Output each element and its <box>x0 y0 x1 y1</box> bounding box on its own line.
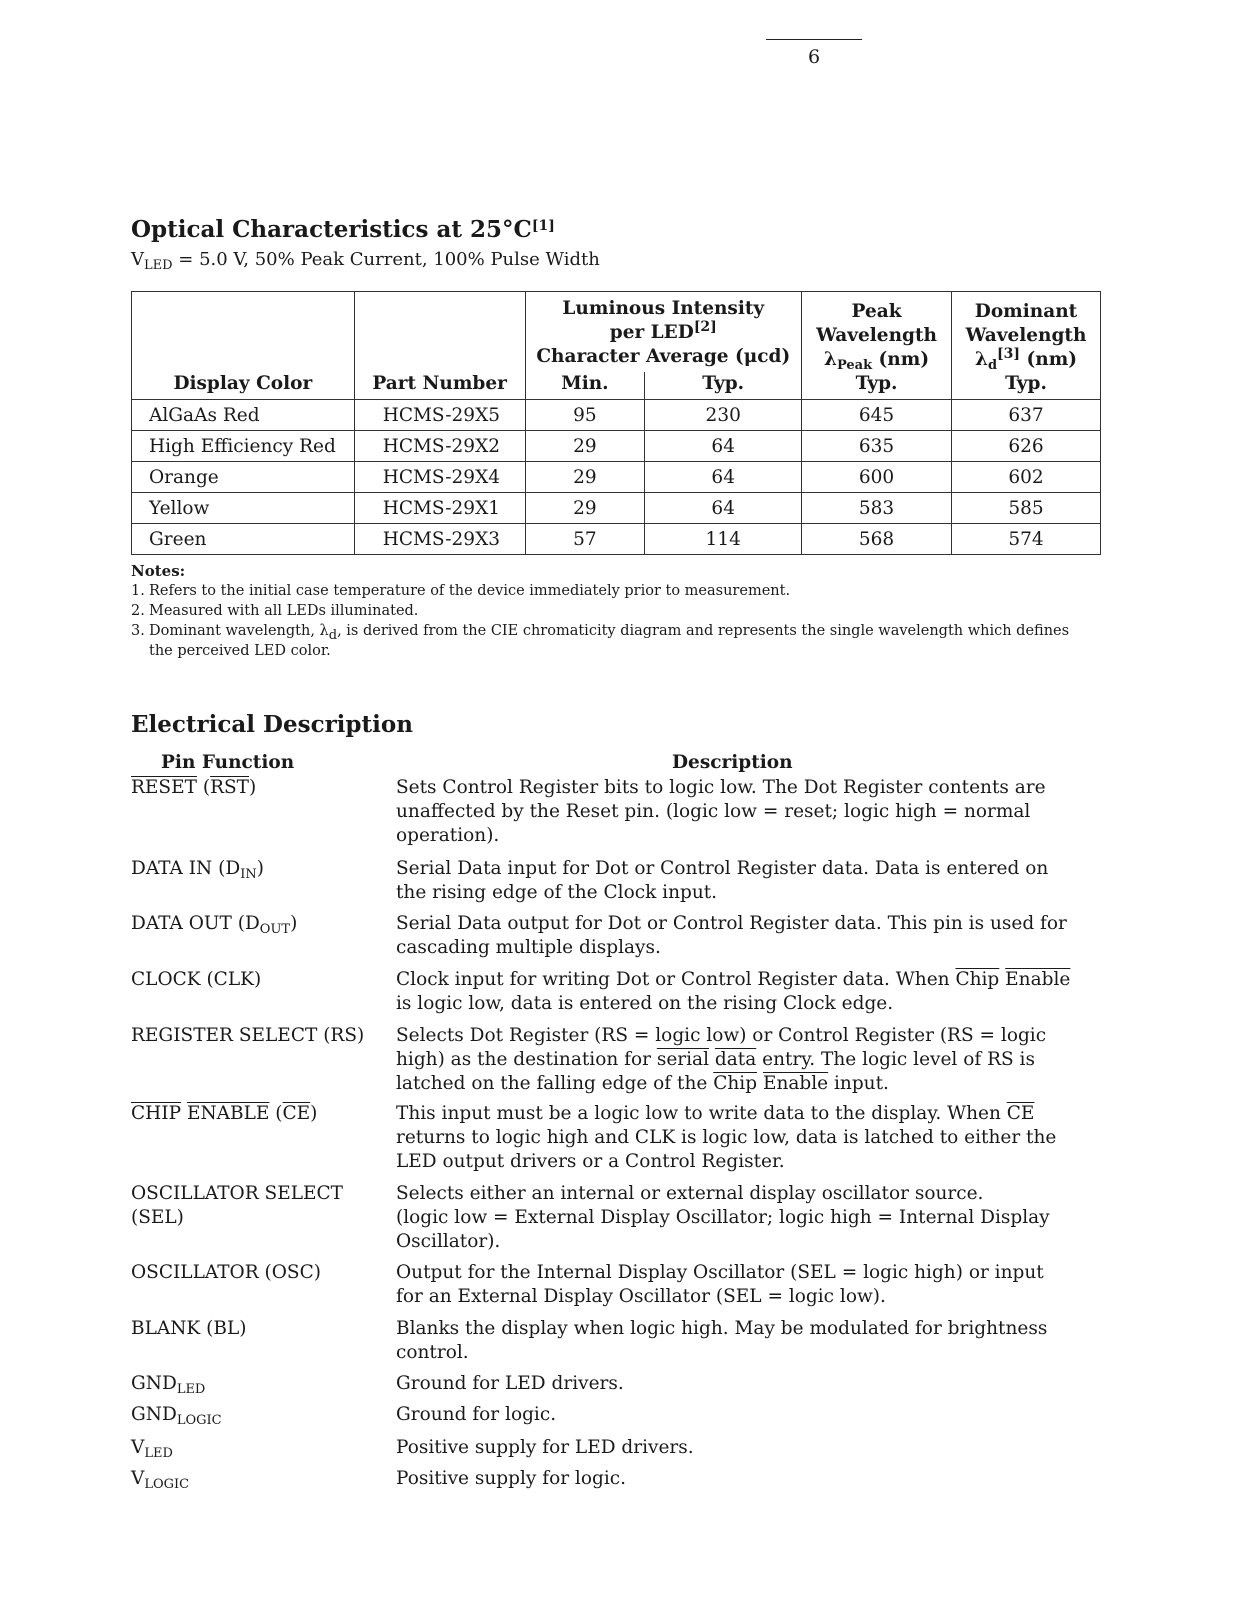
pin-name: $GND_{LOGIC}$ <box>131 1404 222 1428</box>
pin-function-header: Pin Function <box>161 752 295 773</box>
note-3: 3. Dominant wavelength, $\lambda_d$, is derived from the CIE chromaticity diagram and represents the single wavelength which defines the perceived LED color. <box>131 623 1070 659</box>
table-row: AlGaAs Red HCMS-29X5 95 230 645 637 <box>132 400 1101 431</box>
header-display-color: Display Color <box>132 292 355 400</box>
pin-description: Positive supply for LED drivers. <box>396 1437 694 1458</box>
pin-description: Selects Dot Register (RS = logic low) or Control Register (RS = logic high) as the destination for serial data entry. The logic level of RS is latched on the falling edge of the Chip Enable input. <box>396 1025 1047 1094</box>
note-2: 2. Measured with all LEDs illuminated. <box>131 603 419 619</box>
pin-name: REGISTER SELECT (RS) <box>131 1025 365 1046</box>
table-row: Green HCMS-29X3 57 114 568 574 <box>132 524 1101 555</box>
header-dominant-wavelength: Dominant Wavelength $\lambda_d[3]$ (nm) Typ. <box>952 292 1101 400</box>
title-note-ref: [1] <box>531 218 555 234</box>
pin-description: Output for the Internal Display Oscillator (SEL = logic high) or input for an External Display Oscillator (SEL = logic low). <box>396 1262 1044 1307</box>
table-row: Orange HCMS-29X4 29 64 600 602 <box>132 462 1101 493</box>
pin-description: Blanks the display when logic high. May be modulated for brightness control. <box>396 1318 1048 1363</box>
pin-description: Sets Control Register bits to logic low. The Dot Register contents are unaffected by the Reset pin. (logic low = reset; logic high = normal operation). <box>396 777 1046 846</box>
header-luminous-intensity: Luminous Intensity per LED[2] Character Average (μcd) <box>525 292 802 373</box>
pin-description: Ground for logic. <box>396 1404 557 1425</box>
pin-description: This input must be a logic low to write data to the display. When $\overline{CE}$ returns to logic high and CLK is logic low, data is latched to either the LED output drivers or a Control Register. <box>396 1103 1057 1172</box>
pin-name: $V_{LOGIC}$ <box>131 1468 190 1492</box>
electrical-section-title: Electrical Description <box>131 711 413 738</box>
pin-name: DATA IN $(D_{IN})$ <box>131 858 264 882</box>
pin-name: OSCILLATOR SELECT (SEL) <box>131 1183 344 1228</box>
header-peak-wavelength: Peak Wavelength $\lambda_{Peak}$ (nm) Typ. <box>802 292 952 400</box>
pin-name: DATA OUT $(D_{OUT})$ <box>131 913 298 937</box>
notes <box>131 561 1071 661</box>
header-part-number: Part Number <box>354 292 525 400</box>
description-header: Description <box>672 752 793 773</box>
pin-name: CHIP ENABLE $(\overline{CE})$ <box>131 1103 318 1124</box>
table-row: High Efficiency Red HCMS-29X2 29 64 635 626 <box>132 431 1101 462</box>
note-1: 1. Refers to the initial case temperature of the device immediately prior to measurement. <box>131 583 791 599</box>
notes-heading: Notes: <box>131 562 186 580</box>
header-min: Min. <box>525 372 645 400</box>
pin-name: CLOCK (CLK) <box>131 969 262 990</box>
pin-description: Serial Data output for Dot or Control Register data. This pin is used for cascading multiple displays. <box>396 913 1067 958</box>
pin-name: BLANK (BL) <box>131 1318 247 1339</box>
pin-name: $GND_{LED}$ <box>131 1373 206 1397</box>
pin-description: Ground for LED drivers. <box>396 1373 624 1394</box>
pin-description: Serial Data input for Dot or Control Register data. Data is entered on the rising edge of the Clock input. <box>396 858 1049 903</box>
pin-description: Selects either an internal or external display oscillator source. (logic low = External Display Oscillator; logic high = Internal Display Oscillator). <box>396 1183 1050 1252</box>
pin-description: Clock input for writing Dot or Control Register data. When Chip Enable is logic low, data is entered on the rising Clock edge. <box>396 969 1071 1014</box>
optical-section-title: Optical Characteristics at 25°C[1] <box>131 216 555 243</box>
test-conditions: $V_{LED} = 5.0$ V, 50% Peak Current, 100% Pulse Width <box>131 249 600 273</box>
pin-name: RESET $(\overline{RST})$ <box>131 777 257 798</box>
pin-name: $V_{LED}$ <box>131 1437 173 1461</box>
page-number-rule <box>766 39 862 40</box>
table-row: Yellow HCMS-29X1 29 64 583 585 <box>132 493 1101 524</box>
optical-characteristics-table <box>131 291 1101 555</box>
pin-name: OSCILLATOR (OSC) <box>131 1262 321 1283</box>
pin-description: Positive supply for logic. <box>396 1468 626 1489</box>
header-typ: Typ. <box>645 372 802 400</box>
page-number: 6 <box>807 46 821 68</box>
